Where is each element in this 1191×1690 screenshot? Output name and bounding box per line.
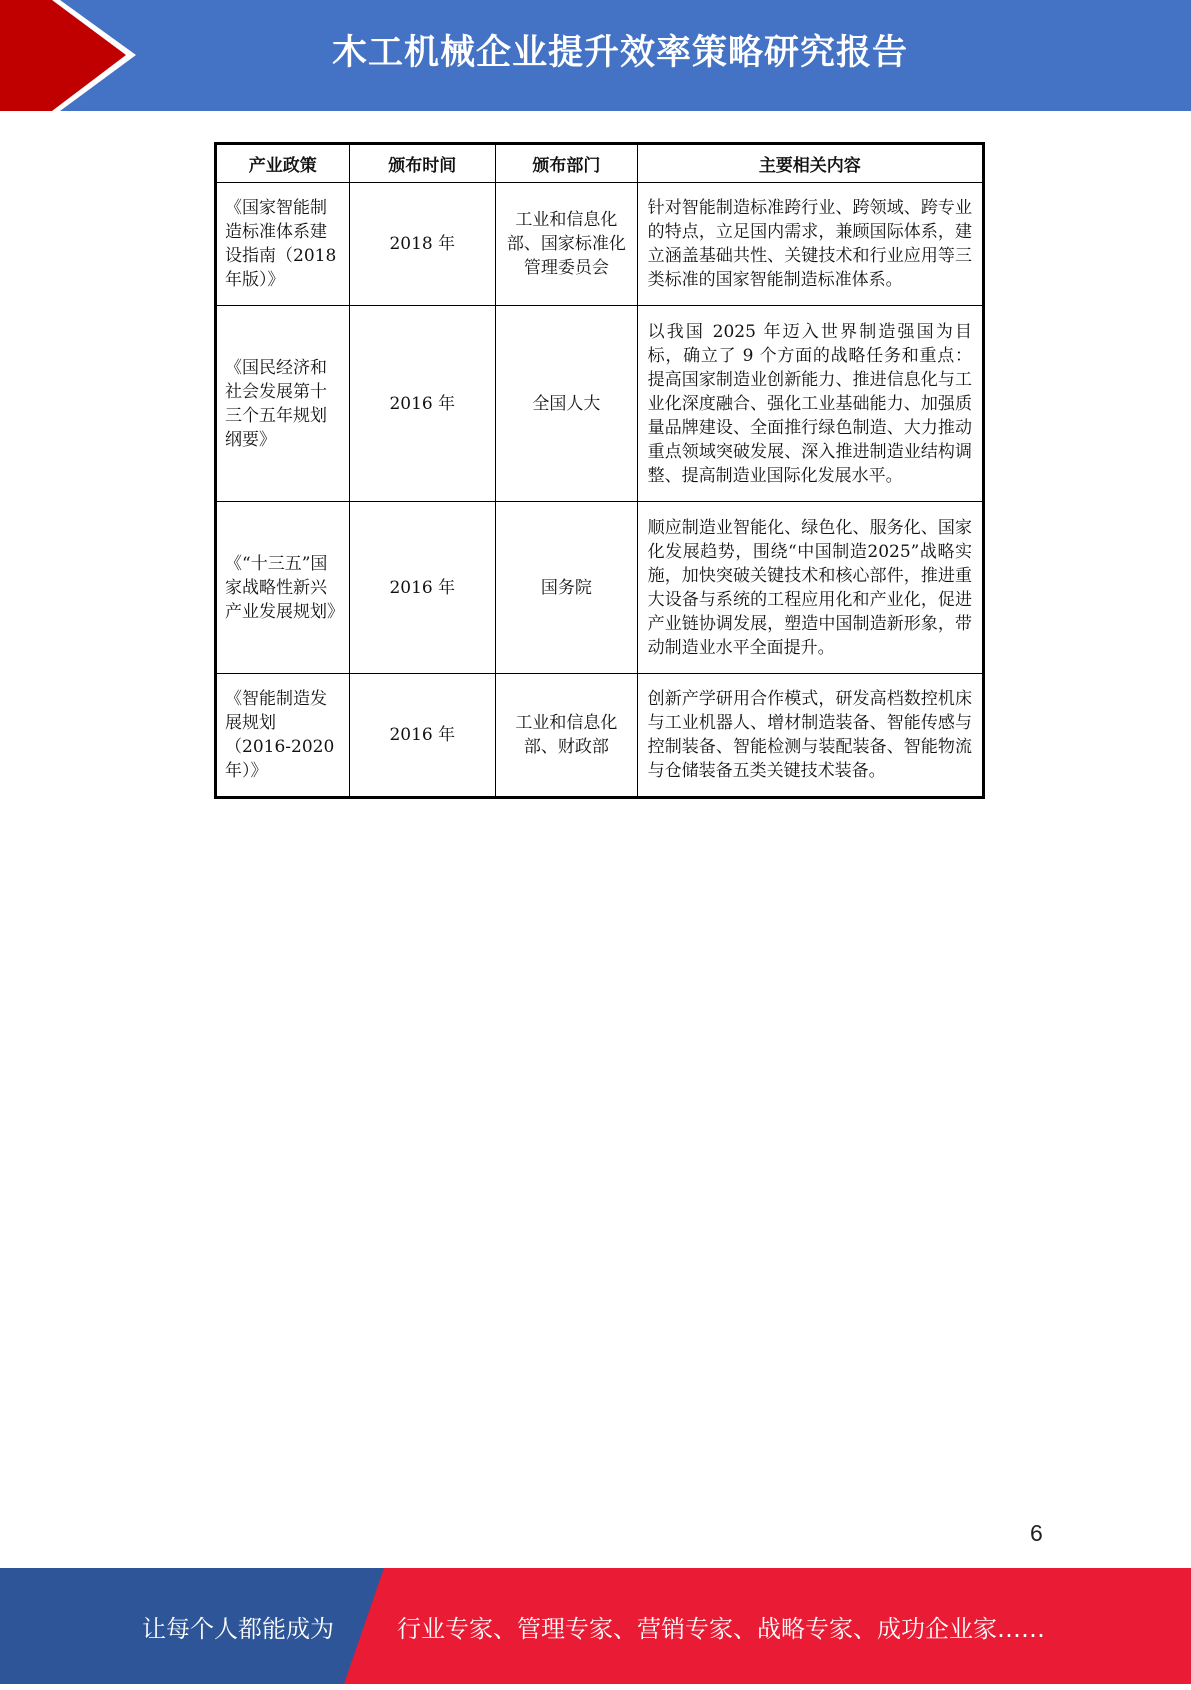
footer-slogan-left: 让每个人都能成为 [142,1615,334,1643]
table-row [216,183,984,306]
policy-cell: 《智能制造发展规划（2016-2020年）》 [216,674,350,798]
date-cell: 2016 年 [349,674,496,798]
table-row [216,306,984,502]
policy-table [214,142,985,799]
policy-cell: 《国家智能制造标准体系建设指南（2018年版）》 [216,183,350,306]
header-department: 颁布部门 [496,144,638,183]
report-title: 木工机械企业提升效率策略研究报告 [331,33,908,73]
footer-slogan-right: 行业专家、管理专家、营销专家、战略专家、成功企业家…… [397,1615,1045,1643]
header-banner [0,0,1191,111]
header-date: 颁布时间 [349,144,496,183]
content-cell: 针对智能制造标准跨行业、跨领域、跨专业的特点，立足国内需求，兼顾国际体系，建立涵盖基础共性、关键技术和行业应用等三类标准的国家智能制造标准体系。 [637,183,983,306]
table-header-row [216,144,984,183]
content-cell: 顺应制造业智能化、绿色化、服务化、国家化发展趋势，围绕“中国制造2025”战略实施，加快突破关键技术和核心部件，推进重大设备与系统的工程应用化和产业化，促进产业链协调发展，塑造中国制造新形象，带动制造业水平全面提升。 [637,502,983,674]
page-number: 6 [1030,1520,1043,1546]
table-row [216,674,984,798]
date-cell: 2016 年 [349,306,496,502]
department-cell: 工业和信息化部、国家标准化管理委员会 [496,183,638,306]
policy-cell: 《“十三五”国家战略性新兴产业发展规划》 [216,502,350,674]
department-cell: 全国人大 [496,306,638,502]
date-cell: 2018 年 [349,183,496,306]
footer-banner [0,1568,1191,1684]
department-cell: 国务院 [496,502,638,674]
header-content: 主要相关内容 [637,144,983,183]
header-policy: 产业政策 [216,144,350,183]
content-cell: 创新产学研用合作模式，研发高档数控机床与工业机器人、增材制造装备、智能传感与控制装备、智能检测与装配装备、智能物流与仓储装备五类关键技术装备。 [637,674,983,798]
content-cell: 以我国 2025 年迈入世界制造强国为目标，确立了 9 个方面的战略任务和重点：提高国家制造业创新能力、推进信息化与工业化深度融合、强化工业基础能力、加强质量品牌建设、全面推行绿色制造、大力推动重点领域突破发展、深入推进制造业结构调整、提高制造业国际化发展水平。 [637,306,983,502]
table-row [216,502,984,674]
policy-cell: 《国民经济和社会发展第十三个五年规划纲要》 [216,306,350,502]
department-cell: 工业和信息化部、财政部 [496,674,638,798]
date-cell: 2016 年 [349,502,496,674]
